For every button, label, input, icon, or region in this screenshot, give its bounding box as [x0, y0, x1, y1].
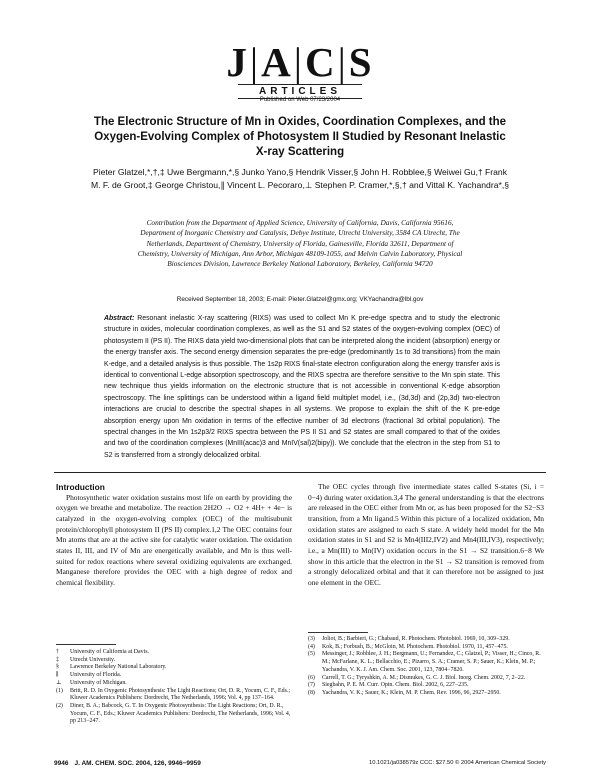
footnote: † University of California at Davis.	[56, 649, 150, 655]
logo-letter-j: J	[226, 39, 249, 85]
section-heading: Introduction	[56, 482, 105, 492]
reference: (2) Diner, B. A.; Babcock, G. T. In Oxygenic Photosynthesis: The Light Reactions; Ort, D. R., Yocum, C. F., Eds.; Kluwer Academics Publishers: Dordrecht, The Netherlands, 1996; Vol. 4, pp 213−247.	[56, 702, 291, 725]
articles-band: ARTICLES	[238, 84, 362, 99]
footnote-divider	[56, 644, 116, 645]
reference: (3) Joliot, B.; Barbieri, G.; Chabaud, R. Photochem. Photobiol. 1969, 10, 309−329.	[308, 636, 510, 642]
reference: (8) Yachandra, V. K.; Sauer, K.; Klein, M. P. Chem. Rev. 1996, 96, 2927−2950.	[308, 689, 501, 696]
reference-divider	[308, 632, 368, 633]
page-footer-right: 10.1021/ja038579z CCC: $27.50 © 2004 American Chemical Society	[369, 760, 546, 766]
published-date: Published on Web 07/23/2004	[259, 97, 341, 103]
author-list: Pieter Glatzel,*,†,‡ Uwe Bergmann,*,§ Junko Yano,§ Hendrik Visser,§ John H. Robblee,§ Weiwei Gu,† Frank M. F. de Groot,‡ George Christou,∥ Vincent L. Pecoraro,⊥ Stephen P. Cramer,*,§,† and Vittal K. Yachandra*,§	[91, 167, 509, 190]
footnote: ‡ Utrecht University.	[56, 656, 116, 663]
left-column	[56, 482, 292, 589]
reference: (4) Kok, B.; Forbush, B.; McGloin, M. Photochem. Photobiol. 1970, 11, 457−475.	[308, 643, 508, 650]
left-footnotes	[56, 649, 292, 726]
page-footer-left	[54, 760, 201, 767]
abstract-label: Abstract:	[104, 315, 135, 322]
page-number: 9946	[54, 760, 69, 767]
reference: (6) Carrell, T. G.; Tyryshkin, A. M.; Dismukes, G. C. J. Biol. Inorg. Chem. 2002, 7, 2−22.	[308, 674, 526, 681]
reference: (7) Siegbahn, P. E. M. Curr. Opin. Chem. Biol. 2002, 6, 227−235.	[308, 682, 469, 689]
abstract-text: Resonant inelastic X-ray scattering (RIXS) was used to collect Mn K pre-edge spectra and to study the electronic structure in oxides, molecular coordination complexes, as well as the S1 and S2 states of the oxygen-evolving complex (OEC) of photosystem II (PS II). The RIXS data yield two-dimensional plots that can be interpreted along the incident (absorption) energy or the energy transfer axis. The second energy dimension separates the pre-edge (predominantly 1s to 3d transitions) from the main K-edge, and a detailed analysis is thus possible. The 1s2p RIXS final-state electron configuration along the energy transfer axis is identical to conventional L-edge absorption spectroscopy, and the RIXS spectra are therefore sensitive to the Mn spin state. This new technique thus yields information on the electronic structure that is not accessible in conventional K-edge absorption spectroscopy. The line splittings can be understood within a ligand field multiplet model, i.e., (3d,3d) and (2p,3d) two-electron interactions are crucial to describe the spectral shapes in all systems. We propose to explain the shift of the K pre-edge absorption energy upon Mn oxidation in terms of the effective number of 3d electrons (fractional 3d orbital population). The spectral changes in the Mn 1s2p3/2 RIXS spectra between the PS II S1 and S2 states are small compared to that of the oxides and two of the coordination complexes (MnIII(acac)3 and MnIV(sal)2(bipy)). We conclude that the electron in the step from S1 to S2 is transferred from a strongly delocalized orbital.	[104, 315, 500, 459]
right-references	[308, 636, 544, 698]
logo-letter-s: S	[348, 39, 374, 85]
footnote: ⊥ University of Michigan.	[56, 679, 127, 686]
intro-paragraph: Photosynthetic water oxidation sustains most life on earth by providing the oxygen we breathe and metabolize. The reaction 2H2O → O2 + 4H+ + 4e− is catalyzed in the oxygen-evolving complex (OEC) of the multisubunit protein/chlorophyll photosystem II (PS II) complex.1,2 The OEC contains four Mn atoms that are at the active site for catalytic water oxidation. The oxidation states II, III, and IV of Mn are energetically available, and Mn is thus well-suited for redox reactions where several oxidizing equivalents are exchanged. Manganese therefore provides the OEC with a high degree of redox and chemical flexibility.	[56, 492, 292, 587]
abstract	[104, 313, 500, 461]
abstract-divider	[54, 472, 546, 473]
reference: (1) Britt, R. D. In Oxygenic Photosynthesis: The Light Reactions; Ort, D. R., Yocum, C. F., Eds.; Kluwer Academics Publishers: Dordrecht, The Netherlands, 1996; Vol. 4, pp 137−164.	[56, 687, 290, 702]
footnote: ∥ University of Florida.	[56, 672, 122, 679]
article-title: The Electronic Structure of Mn in Oxides, Coordination Complexes, and the Oxygen-Evolving Complex of Photosystem II Studied by Resonant Inelastic X-ray Scattering	[93, 116, 507, 158]
received-line: Received September 18, 2003; E-mail: Pieter.Glatzel@gmx.org; VKYachandra@lbl.gov	[176, 296, 424, 303]
journal-logo: J|A|C|S	[226, 39, 374, 85]
footnote: § Lawrence Berkeley National Laboratory.	[56, 664, 167, 671]
body-paragraph: The OEC cycles through five intermediate states called S-states (Si, i = 0−4) during water oxidation.3,4 The general understanding is that the electrons are released in the OEC either from Mn or, as has been proposed for the S2−S3 transition, from a Mn ligand.5 Within this picture of a localized oxidation, Mn oxidation states are assigned to each S state. A widely held model for the Mn oxidation states in S1 and S2 is Mn4(III2,IV2) and Mn4(III,IV3), respectively; i.e., a Mn(III) to Mn(IV) oxidation occurs in the S1 → S2 transition.6−8 We show in this article that the electron in the S1 → S2 transition is removed from a strongly delocalized orbital and that it can therefore not be assigned to just one element in the OEC.	[308, 482, 544, 587]
journal-citation: J. AM. CHEM. SOC. 2004, 126, 9946−9959	[74, 760, 201, 767]
logo-letter-c: C	[304, 39, 337, 85]
logo-letter-a: A	[261, 39, 293, 85]
right-column	[308, 482, 544, 589]
reference: (5) Messinger, J.; Robblee, J. H.; Bergmann, U.; Fernandez, C.; Glatzel, P.; Visser, H.; Cinco, R. M.; McFarlane, K. L.; Bellacchio, E.; Pizarro, S. A.; Cramer, S. P.; Sauer, K.; Klein, M. P.; Yachandra, V. K. J. Am. Chem. Soc. 2001, 123, 7804−7820.	[308, 651, 541, 673]
affiliations: Contribution from the Department of Applied Science, University of California, Davis, California 95616, Department of Inorganic Chemistry and Catalysis, Debye Institute, Utrecht University, 3584 CA Utrecht, The Netherlands, Department of Chemistry, University of Florida, Gainesville, Florida 32611, Department of Chemistry, University of Michigan, Ann Arbor, Michigan 48109-1055, and Melvin Calvin Laboratory, Physical Biosciences Division, Lawrence Berkeley National Laboratory, Berkeley, California 94720	[137, 218, 463, 269]
